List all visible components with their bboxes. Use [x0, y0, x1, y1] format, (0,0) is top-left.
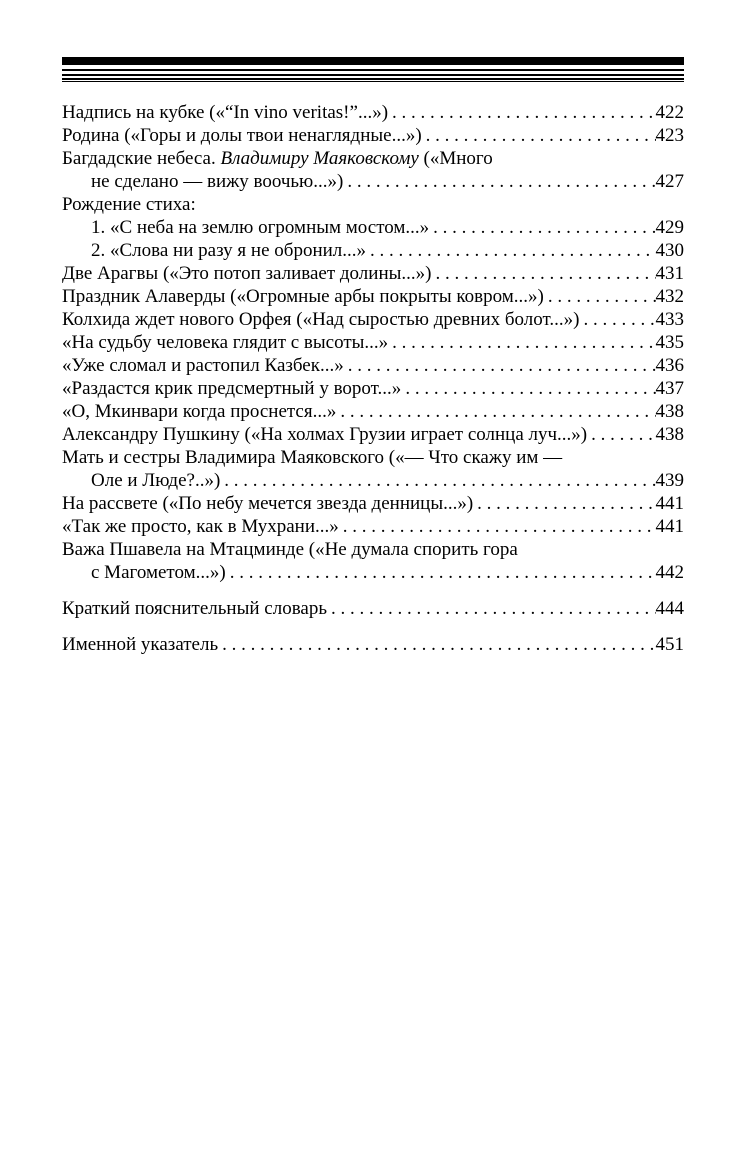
leader-dots: [218, 633, 655, 656]
toc-entry[interactable]: [62, 538, 684, 584]
toc-entry[interactable]: [62, 262, 684, 285]
toc-entry[interactable]: [62, 633, 684, 656]
leader-dots: [431, 262, 655, 285]
toc-entry[interactable]: [62, 124, 684, 147]
toc-page-number: 438: [655, 424, 684, 445]
toc-heading-text: Рождение стиха:: [62, 194, 196, 215]
leader-dots: [388, 331, 655, 354]
toc-entry[interactable]: [62, 423, 684, 446]
toc-entry[interactable]: [62, 400, 684, 423]
toc-page-number: 427: [655, 171, 684, 192]
leader-dots: [587, 423, 655, 446]
toc-page-number: 451: [655, 634, 684, 655]
toc-page-number: 432: [655, 286, 684, 307]
toc-entry-title: «На судьбу человека глядит с высоты...»: [62, 332, 389, 353]
toc-entry-title: Багдадские небеса.: [62, 148, 216, 169]
toc-entry-title: «Уже сломал и растопил Казбек...»: [62, 355, 344, 376]
toc-entry-continuation: не сделано — вижу воочью...»): [91, 171, 344, 192]
header-rule: [62, 57, 684, 83]
toc-entry-title: «Так же просто, как в Мухрани...»: [62, 516, 339, 537]
toc-section-heading: [62, 193, 684, 216]
leader-dots: [220, 469, 655, 492]
leader-dots: [388, 101, 655, 124]
rule-line: [62, 74, 684, 76]
toc-entry-title: 2. «Слова ни разу я не обронил...»: [91, 240, 367, 261]
leader-dots: [422, 124, 656, 147]
toc-entry[interactable]: [62, 101, 684, 124]
toc-entry-dedication: Владимиру Маяковскому: [220, 148, 419, 169]
rule-thick: [62, 57, 684, 65]
toc-entry-title: Именной указатель: [62, 634, 219, 655]
toc-entry[interactable]: [62, 308, 684, 331]
toc-page-number: 438: [655, 401, 684, 422]
toc-page-number: 429: [655, 217, 684, 238]
leader-dots: [429, 216, 655, 239]
rule-line: [62, 81, 684, 82]
toc-entry[interactable]: [62, 216, 684, 239]
toc-page-number: 430: [655, 240, 684, 261]
toc-entry-title: Праздник Алаверды («Огромные арбы покрыты ковром...»): [62, 286, 544, 307]
leader-dots: [226, 561, 656, 584]
leader-dots: [401, 377, 655, 400]
leader-dots: [336, 400, 655, 423]
rule-line: [62, 69, 684, 71]
toc-page-number: 433: [655, 309, 684, 330]
rule-line: [62, 78, 684, 80]
toc-entry-title: 1. «С неба на землю огромным мостом...»: [91, 217, 430, 238]
toc-entry-title: Две Арагвы («Это потоп заливает долины...»): [62, 263, 432, 284]
toc-entry-title: «О, Мкинвари когда проснется...»: [62, 401, 337, 422]
toc-entry[interactable]: [62, 331, 684, 354]
toc-page-number: 437: [655, 378, 684, 399]
toc-page-number: 435: [655, 332, 684, 353]
toc-entry-title: Родина («Горы и долы твои ненаглядные...»): [62, 125, 422, 146]
toc-entry[interactable]: [62, 515, 684, 538]
toc-entry-continuation: Оле и Люде?..»): [91, 470, 221, 491]
toc-entry-title: На рассвете («По небу мечется звезда денницы...»): [62, 493, 474, 514]
leader-dots: [327, 597, 655, 620]
leader-dots: [473, 492, 655, 515]
toc-entry[interactable]: [62, 446, 684, 492]
toc-page-number: 441: [655, 493, 684, 514]
leader-dots: [544, 285, 656, 308]
toc-entry[interactable]: [62, 285, 684, 308]
table-of-contents: [62, 101, 684, 656]
toc-entry-title: «Раздастся крик предсмертный у ворот...»: [62, 378, 402, 399]
toc-entry[interactable]: [62, 377, 684, 400]
toc-entry-title: Краткий пояснительный словарь: [62, 598, 328, 619]
toc-entry[interactable]: [62, 597, 684, 620]
leader-dots: [366, 239, 655, 262]
toc-entry[interactable]: [62, 147, 684, 193]
toc-page-number: 441: [655, 516, 684, 537]
toc-entry[interactable]: [62, 239, 684, 262]
toc-entry-first-line: Важа Пшавела на Мтацминде («Не думала спорить гора: [62, 539, 518, 560]
toc-entry[interactable]: [62, 492, 684, 515]
toc-page-number: 431: [655, 263, 684, 284]
toc-entry-title: Надпись на кубке («“In vino veritas!”...»): [62, 102, 389, 123]
toc-entry-title: Колхида ждет нового Орфея («Над сыростью древних болот...»): [62, 309, 580, 330]
leader-dots: [344, 354, 656, 377]
toc-page-number: 444: [655, 598, 684, 619]
toc-page: [62, 57, 684, 656]
toc-entry-title-tail: («Много: [423, 148, 493, 169]
toc-page-number: 423: [655, 125, 684, 146]
leader-dots: [339, 515, 656, 538]
toc-entry-first-line: [62, 147, 684, 170]
toc-entry-first-line: Мать и сестры Владимира Маяковского («— Что скажу им —: [62, 447, 563, 468]
toc-entry[interactable]: [62, 354, 684, 377]
leader-dots: [579, 308, 655, 331]
toc-page-number: 442: [655, 562, 684, 583]
toc-page-number: 439: [655, 470, 684, 491]
toc-entry-continuation: с Магометом...»): [91, 562, 226, 583]
toc-entry-title: Александру Пушкину («На холмах Грузии играет солнца луч...»): [62, 424, 588, 445]
toc-page-number: 422: [655, 102, 684, 123]
leader-dots: [343, 170, 655, 193]
toc-page-number: 436: [655, 355, 684, 376]
